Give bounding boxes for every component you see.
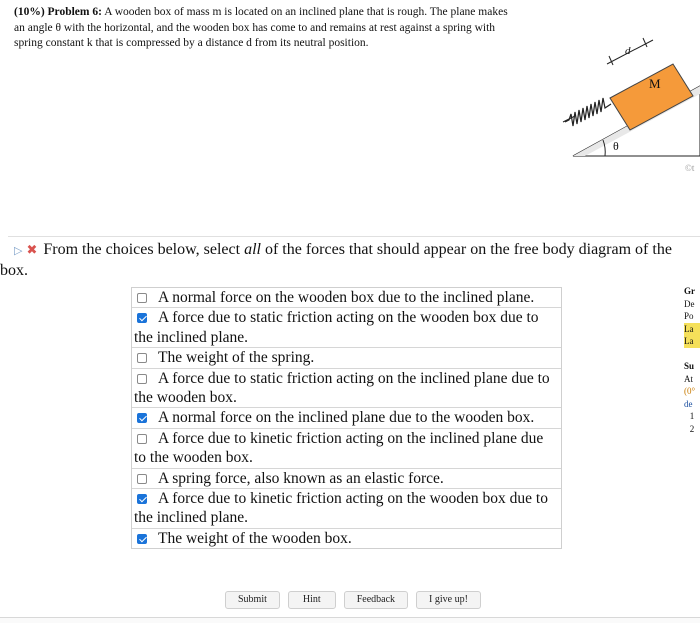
give-up-button[interactable]: I give up!	[416, 591, 481, 609]
choice-item[interactable]	[132, 489, 561, 529]
question-divider	[8, 236, 700, 237]
checkbox-icon[interactable]	[137, 374, 147, 384]
choice-item[interactable]	[132, 288, 561, 308]
action-buttons	[225, 591, 481, 609]
copyright-text: ©t	[685, 163, 695, 173]
choice-text: A force due to static friction acting on the wooden box due to the inclined plane.	[134, 309, 539, 346]
submit-button[interactable]: Submit	[225, 591, 280, 609]
choice-text: The weight of the wooden box.	[158, 529, 352, 547]
side-line: La	[684, 323, 700, 336]
side-line: (0°	[684, 386, 696, 396]
hint-button[interactable]: Hint	[288, 591, 336, 609]
distance-label: d	[625, 45, 631, 57]
problem-text: A wooden box of mass m is located on an inclined plane that is rough. The plane makes an angle θ with the horizontal, and the wooden box has come to and remains at rest against a spring with spring constant k that is compressed by a distance d from its neutral position.	[14, 6, 508, 49]
choice-item[interactable]	[132, 469, 561, 489]
choices-list	[131, 287, 562, 549]
checkbox-icon[interactable]	[137, 313, 147, 323]
choice-item[interactable]	[132, 308, 561, 348]
side-line: 1	[689, 411, 695, 421]
choice-text: A force due to kinetic friction acting on the inclined plane due to the wooden box.	[134, 429, 544, 467]
checkbox-icon[interactable]	[137, 353, 147, 363]
choice-text: A normal force on the inclined plane due to the wooden box.	[158, 409, 535, 427]
choice-text: A force due to kinetic friction acting on the wooden box due to the inclined plane.	[134, 490, 548, 527]
question-suffix: of the forces that should appear on the free body diagram of the	[260, 241, 672, 258]
side-line: Po	[684, 311, 694, 321]
question-emphasis: all	[244, 241, 261, 258]
choice-item[interactable]	[132, 429, 561, 469]
checkbox-icon[interactable]	[137, 413, 147, 423]
question-line2: box.	[0, 262, 28, 279]
grade-side-panel	[684, 285, 700, 435]
problem-statement	[14, 5, 514, 52]
bottom-divider	[0, 617, 700, 623]
question-prompt	[0, 240, 700, 281]
choice-text: A spring force, also known as an elastic force.	[158, 469, 444, 487]
choice-item[interactable]	[132, 348, 561, 368]
checkbox-icon[interactable]	[137, 434, 147, 444]
incorrect-x-icon: ✖	[26, 243, 38, 258]
side-line: Gr	[684, 286, 695, 296]
side-line: At	[684, 373, 693, 384]
choice-text: A normal force on the wooden box due to the inclined plane.	[158, 289, 535, 306]
side-line: 2	[689, 423, 695, 434]
choice-text: The weight of the spring.	[158, 349, 315, 367]
question-prefix: From the choices below, select	[43, 241, 245, 258]
angle-label: θ	[613, 139, 619, 153]
side-line: De	[684, 298, 695, 309]
checkbox-icon[interactable]	[137, 474, 147, 484]
side-line[interactable]: de	[684, 398, 693, 409]
incline-diagram	[555, 36, 700, 176]
checkbox-icon[interactable]	[137, 293, 147, 303]
side-line	[684, 348, 700, 361]
choice-item[interactable]	[132, 408, 561, 428]
problem-label: (10%) Problem 6:	[14, 6, 102, 18]
choice-text: A force due to static friction acting on the inclined plane due to the wooden box.	[134, 369, 550, 407]
checkbox-icon[interactable]	[137, 534, 147, 544]
choice-item[interactable]	[132, 369, 561, 409]
side-line: La	[684, 335, 700, 348]
choice-item[interactable]	[132, 529, 561, 548]
checkbox-icon[interactable]	[137, 494, 147, 504]
side-line: Su	[684, 361, 695, 371]
box-label: M	[649, 76, 661, 91]
feedback-button[interactable]: Feedback	[344, 591, 408, 609]
spring	[565, 98, 611, 126]
play-icon[interactable]: ▷	[14, 244, 23, 257]
